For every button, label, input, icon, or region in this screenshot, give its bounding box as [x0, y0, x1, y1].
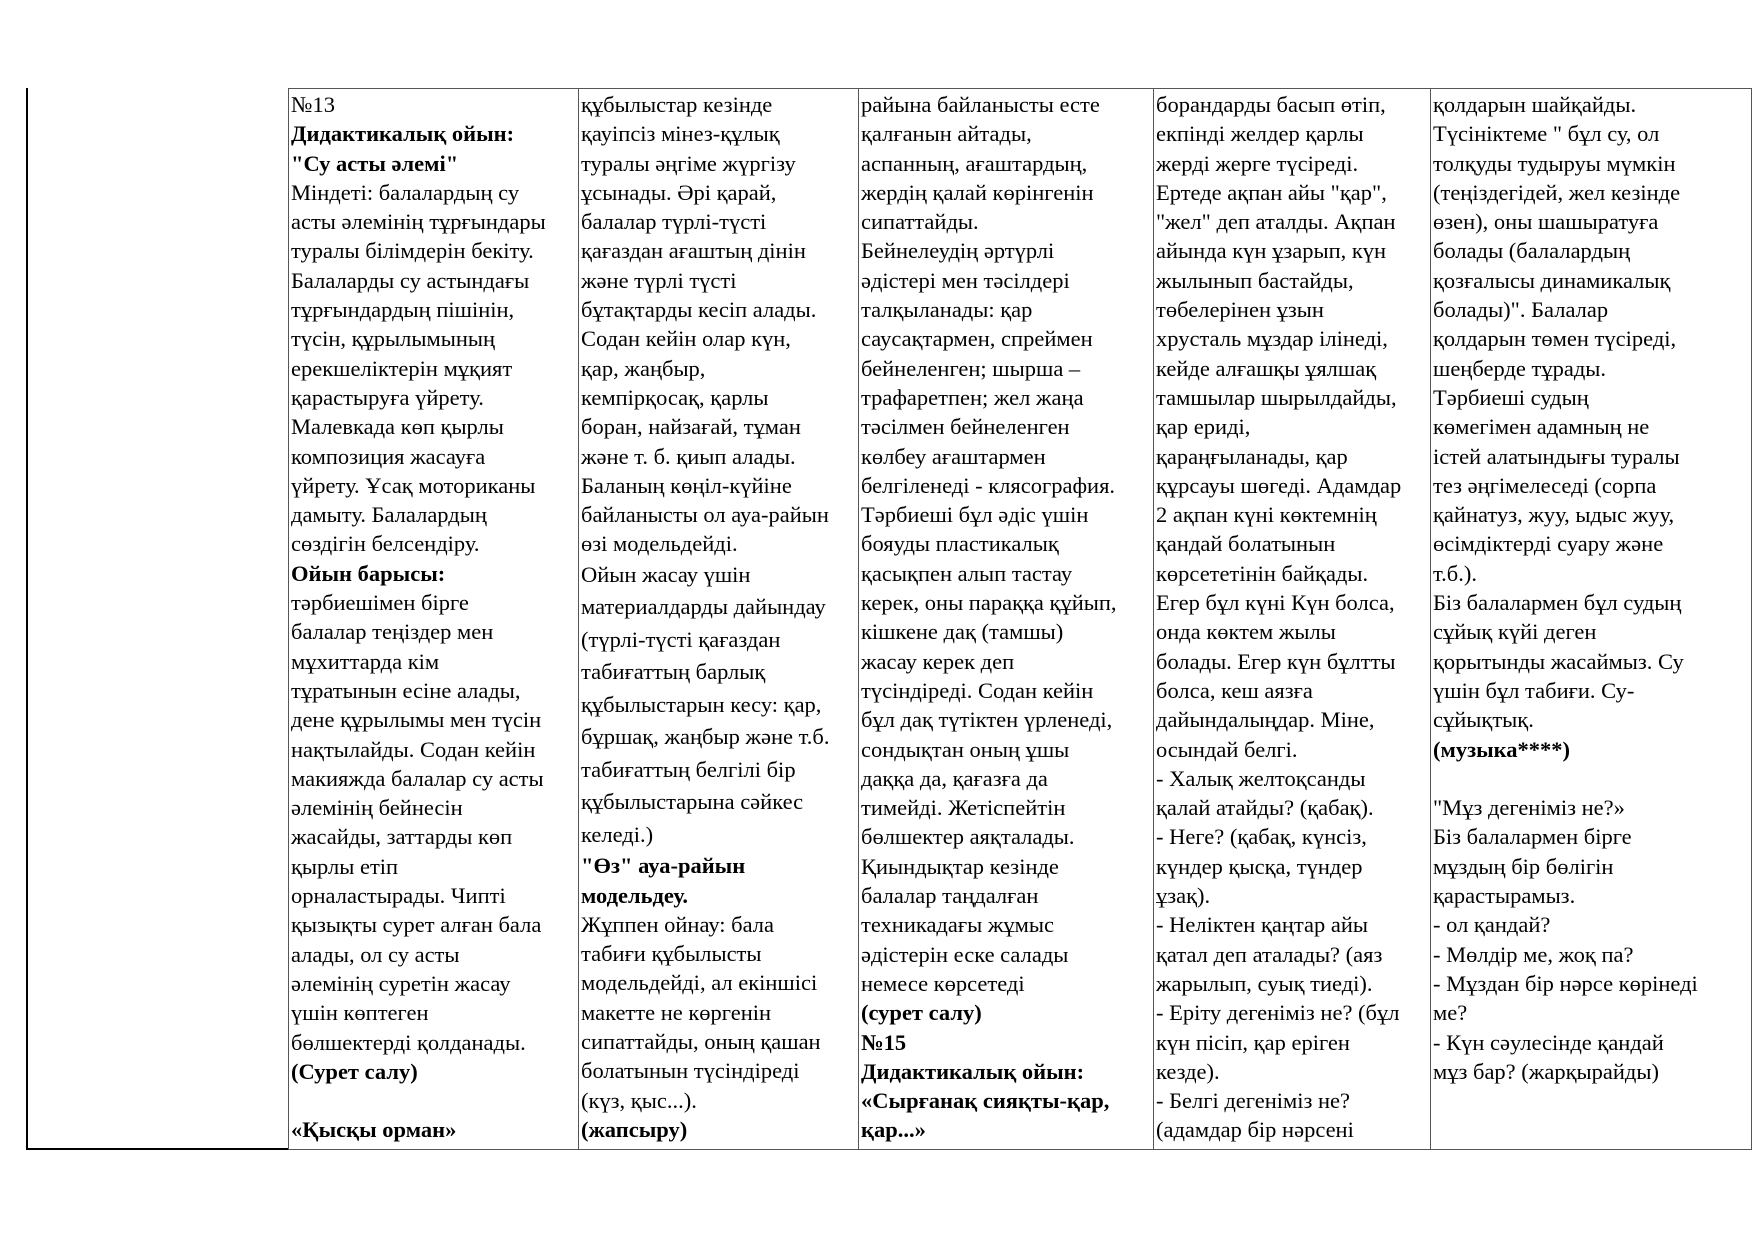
text-line: жарылып, суық тиеді). — [1156, 970, 1373, 996]
text-line: Егер бұл күні Күн болса, — [1156, 590, 1395, 616]
text-line: сөздігін белсендіру. — [291, 531, 480, 557]
text-line: табиғи құбылысты — [581, 941, 762, 967]
text-line: Түсініктеме " бұл су, ол — [1433, 121, 1660, 147]
text-line: Ойын жасау үшін — [581, 561, 751, 587]
text-line: дамыту. Балалардың — [291, 502, 487, 528]
text-line: әлемінің суретін жасау — [291, 970, 511, 996]
text-line: қар, жаңбыр, — [581, 355, 706, 381]
text-line: макетте не көргенін — [581, 999, 772, 1025]
text-line: қолдарын шайқайды. — [1433, 92, 1637, 117]
text-line: белгіленеді - клясография. — [861, 472, 1116, 498]
text-line: (теңіздегідей, жел кезінде — [1433, 179, 1681, 205]
text-line: Бейнелеудің әртүрлі — [861, 238, 1055, 264]
text-line: Біз балалармен бұл судың — [1433, 590, 1682, 616]
text-line: қорытынды жасаймыз. Су — [1433, 648, 1684, 674]
text-line: макияжда балалар су асты — [291, 765, 544, 791]
text-line: өзен), оны шашыратуға — [1433, 209, 1659, 235]
text-line: төбелерінен ұзын — [1156, 297, 1324, 323]
text-line: №15 — [861, 1029, 907, 1055]
text-line: мұз бар? (жарқырайды) — [1433, 1058, 1659, 1084]
plan-table — [26, 88, 1752, 1150]
text-line: қағаздан ағаштың дінін — [581, 238, 806, 264]
text-line: қарастырамыз. — [1433, 883, 1576, 909]
text-line: жасау керек деп — [861, 648, 1015, 674]
text-line: бөлшектерді қолданады. — [291, 1029, 526, 1055]
text-line: бұл дақ түтіктен үрленеді, — [861, 707, 1113, 733]
text-line: Біз балалармен бірге — [1433, 824, 1632, 850]
text-line: қайнатуз, жуу, ыдыс жуу, — [1433, 502, 1675, 528]
text-line: райына байланысты есте — [861, 92, 1100, 117]
text-line: Дидактикалық ойын: — [291, 121, 515, 147]
text-line: қасықпен алып тастау — [861, 560, 1073, 586]
text-line: техникадағы жұмыс — [861, 912, 1054, 938]
text-line: болатынын түсіндіреді — [581, 1058, 800, 1084]
text-line: шеңберде тұрады. — [1433, 355, 1607, 381]
text-line: қатал деп аталады? (аяз — [1156, 941, 1383, 967]
text-line: кезде). — [1156, 1058, 1220, 1084]
text-line: табиғаттың барлық — [581, 659, 766, 685]
text-line: балалар теңіздер мен — [291, 619, 494, 645]
text-line: 2 ақпан күні көктемнің — [1156, 502, 1377, 528]
text-line: т.б.). — [1433, 560, 1477, 586]
text-line: тәрбиешімен бірге — [291, 590, 469, 616]
text-line: көмегімен адамның не — [1433, 414, 1650, 440]
text-line: орналастырады. Чипті — [291, 883, 506, 909]
text-line: Тәрбиеші бұл әдіс үшін — [861, 502, 1089, 528]
text-line: істей алатындығы туралы — [1433, 443, 1680, 469]
text-line: композиция жасауға — [291, 443, 486, 469]
text-line: - Халық желтоқсанды — [1156, 765, 1366, 791]
text-line: қараңғыланады, қар — [1156, 443, 1348, 469]
text-line: жылынып бастайды, — [1156, 267, 1354, 293]
text-line: жерді жерге түсіреді. — [1156, 150, 1359, 176]
text-line: немесе көрсетеді — [861, 970, 1025, 996]
text-line: үшін бұл табиғи. Су- — [1433, 677, 1635, 703]
text-line: тұрғындардың пішінін, — [291, 297, 515, 323]
text-line: аспанның, ағаштардың, — [861, 150, 1088, 176]
table-column-4 — [1153, 88, 1430, 1150]
text-line: келеді.) — [581, 821, 654, 847]
text-line: онда көктем жылы — [1156, 619, 1336, 645]
text-line: әдістерін еске салады — [861, 941, 1069, 967]
text-line: Содан кейін олар күн, — [581, 326, 791, 352]
table-column-5 — [1430, 88, 1752, 1150]
text-line: Ертеде ақпан айы "қар", — [1156, 179, 1387, 205]
text-line: қауіпсіз мінез-құлық — [581, 121, 780, 147]
text-line: сипаттайды. — [861, 209, 979, 235]
text-line: ұзақ). — [1156, 883, 1211, 909]
text-line: Баланың көңіл-күйіне — [581, 472, 792, 498]
text-line: мұздың бір бөлігін — [1433, 853, 1614, 879]
text-line: қолдарын төмен түсіреді, — [1433, 326, 1677, 352]
text-line: құбылыстарына сәйкес — [581, 789, 804, 815]
text-line: Жұппен ойнау: бала — [581, 911, 774, 937]
text-line: нақтылайды. Содан кейін — [291, 736, 536, 762]
text-line: қозғалысы динамикалық — [1433, 267, 1671, 293]
text-line: балалар таңдалған — [861, 883, 1039, 909]
text-line: хрусталь мұздар ілінеді, — [1156, 326, 1388, 352]
text-line: бөлшектер аяқталады. — [861, 824, 1075, 850]
text-line: қар...» — [861, 1117, 926, 1143]
text-line: өсімдіктерді суару және — [1433, 531, 1664, 557]
text-line: қар ериді, — [1156, 414, 1251, 440]
text-line: саусақтармен, спреймен — [861, 326, 1093, 352]
text-line: осындай белгі. — [1156, 736, 1298, 762]
text-line: өзі модельдейді. — [581, 531, 738, 557]
text-line: Тәрбиеші судың — [1433, 384, 1589, 410]
text-line: тәсілмен бейнеленген — [861, 414, 1070, 440]
text-line: құбылыстар кезінде — [581, 92, 773, 117]
text-line: мұхиттарда кім — [291, 648, 440, 674]
text-line: №13 — [291, 92, 335, 117]
text-line: - Еріту дегеніміз не? (бұл — [1156, 1000, 1400, 1026]
text-line: бояуды пластикалық — [861, 531, 1059, 557]
text-line: ерекшеліктерін мұқият — [291, 355, 513, 381]
text-line: айында күн ұзарып, күн — [1156, 238, 1387, 264]
text-line: керек, оны параққа құйып, — [861, 590, 1117, 616]
text-line: құрсауы шөгеді. Адамдар — [1156, 472, 1402, 498]
text-line: және түрлі түсті — [581, 267, 737, 293]
text-line: бейнеленген; шырша – — [861, 355, 1081, 381]
text-line: - Мұздан бір нәрсе көрінеді — [1433, 970, 1698, 996]
text-line: болады. Егер күн бұлтты — [1156, 648, 1396, 674]
text-line: екпінді желдер қарлы — [1156, 121, 1364, 147]
text-line: тимейді. Жетіспейтін — [861, 795, 1066, 821]
text-line: материалдарды дайындау — [581, 594, 826, 620]
text-line: "Өз" ауа-райын — [581, 853, 746, 879]
text-line: борандарды басып өтіп, — [1156, 92, 1386, 117]
text-line: әлемінің бейнесін — [291, 795, 463, 821]
text-line: (адамдар бір нәрсені — [1156, 1117, 1354, 1143]
text-line: (жапсыру) — [581, 1116, 688, 1142]
text-line: (күз, қыс...). — [581, 1087, 697, 1113]
text-line: түсіндіреді. Содан кейін — [861, 677, 1094, 703]
text-line: кемпірқосақ, қарлы — [581, 384, 769, 410]
text-line: қалғанын айтады, — [861, 121, 1032, 147]
text-line: - Неге? (қабақ, күнсіз, — [1156, 824, 1367, 850]
text-line: ме? — [1433, 1000, 1468, 1026]
text-line: тамшылар шырылдайды, — [1156, 384, 1397, 410]
text-line: күн пісіп, қар еріген — [1156, 1029, 1350, 1055]
text-line: сұйық күйі деген — [1433, 619, 1597, 645]
text-line: талқыланады: қар — [861, 297, 1033, 323]
text-line: дайындалыңдар. Міне, — [1156, 707, 1375, 733]
text-line: асты әлемінің тұрғындары — [291, 209, 546, 235]
text-line: ұсынады. Әрі қарай, — [581, 179, 777, 205]
text-line: (Сурет салу) — [291, 1058, 418, 1084]
text-line: қандай болатынын — [1156, 531, 1336, 557]
table-column-1 — [288, 88, 578, 1150]
text-line: - ол қандай? — [1433, 912, 1551, 938]
text-line: күндер қысқа, түндер — [1156, 853, 1363, 879]
text-line: сұйықтық. — [1433, 707, 1534, 733]
text-line: балалар түрлі-түсті — [581, 209, 767, 235]
text-line: Міндеті: балалардың су — [291, 179, 520, 205]
text-line: Қиындықтар кезінде — [861, 853, 1059, 879]
text-line: даққа да, қағазға да — [861, 765, 1048, 791]
text-line: көлбеу ағаштармен — [861, 443, 1046, 469]
text-line: - Белгі дегеніміз не? — [1156, 1088, 1351, 1114]
text-line: жасайды, заттарды көп — [291, 824, 513, 850]
text-line: толқуды тудыруы мүмкін — [1433, 150, 1676, 176]
text-line: тез әңгімелеседі (сорпа — [1433, 472, 1657, 498]
text-line: қарастыруға үйрету. — [291, 384, 484, 410]
text-line: бұтақтарды кесіп алады. — [581, 297, 817, 323]
text-line: Ойын барысы: — [291, 560, 446, 586]
text-line: табиғаттың белгілі бір — [581, 756, 796, 782]
text-line: болады)". Балалар — [1433, 297, 1609, 323]
text-line: сондықтан оның ұшы — [861, 736, 1070, 762]
text-line: туралы әңгіме жүргізу — [581, 150, 796, 176]
text-line: сипаттайды, оның қашан — [581, 1029, 821, 1055]
text-line: туралы білімдерін бекіту. — [291, 238, 534, 264]
text-line — [291, 1086, 578, 1115]
text-line: жердің қалай көрінгенін — [861, 179, 1094, 205]
text-line: «Сырғанақ сияқты-қар, — [861, 1088, 1110, 1114]
text-line: тұратынын есіне алады, — [291, 677, 521, 703]
text-line: қырлы етіп — [291, 853, 399, 879]
text-line: трафаретпен; жел жаңа — [861, 384, 1084, 410]
text-line: боран, найзағай, тұман — [581, 414, 801, 440]
text-line: кейде алғашқы ұялшақ — [1156, 355, 1377, 381]
text-line — [1433, 764, 1751, 793]
text-line: түсін, құрылымының — [291, 326, 496, 352]
table-column-3 — [858, 88, 1153, 1150]
text-line: модельдейді, ал екіншісі — [581, 970, 818, 996]
text-line: болады (балалардың — [1433, 238, 1631, 264]
text-line: көрсететінін байқады. — [1156, 560, 1369, 586]
text-line: модельдеу. — [581, 882, 688, 908]
text-line: қызықты сурет алған бала — [291, 912, 542, 938]
text-line: әдістері мен тәсілдері — [861, 267, 1070, 293]
text-line: және т. б. қиып алады. — [581, 443, 796, 469]
text-line: алады, ол су асты — [291, 941, 460, 967]
text-line: үйрету. Ұсақ моториканы — [291, 472, 536, 498]
text-line: - Күн сәулесінде қандай — [1433, 1029, 1664, 1055]
text-line: "Мұз дегеніміз не?» — [1433, 795, 1625, 821]
text-line: "жел" деп аталды. Ақпан — [1156, 209, 1396, 235]
text-line: "Су асты әлемі" — [291, 150, 459, 176]
text-line: кішкене дақ (тамшы) — [861, 619, 1064, 645]
text-line: (сурет салу) — [861, 1000, 982, 1026]
text-line: байланысты ол ауа-райын — [581, 502, 829, 528]
table-column-2 — [578, 88, 858, 1150]
text-line: (түрлі-түсті қағаздан — [581, 626, 781, 652]
text-line: - Мөлдір ме, жоқ па? — [1433, 941, 1634, 967]
text-line: қалай атайды? (қабақ). — [1156, 795, 1374, 821]
text-line: дене құрылымы мен түсін — [291, 707, 542, 733]
text-line: (музыка****) — [1433, 736, 1571, 762]
table-column-empty — [26, 88, 288, 1150]
text-line: «Қысқы орман» — [291, 1117, 457, 1143]
text-line: бұршақ, жаңбыр және т.б. — [581, 724, 830, 750]
text-line: болса, кеш аязға — [1156, 677, 1313, 703]
text-line: Дидактикалық ойын: — [861, 1058, 1085, 1084]
text-line: құбылыстарын кесу: қар, — [581, 691, 822, 717]
text-line: - Неліктен қаңтар айы — [1156, 912, 1369, 938]
text-line: Балаларды су астындағы — [291, 267, 530, 293]
text-line: Малевкада көп қырлы — [291, 414, 504, 440]
text-line: үшін көптеген — [291, 1000, 429, 1026]
